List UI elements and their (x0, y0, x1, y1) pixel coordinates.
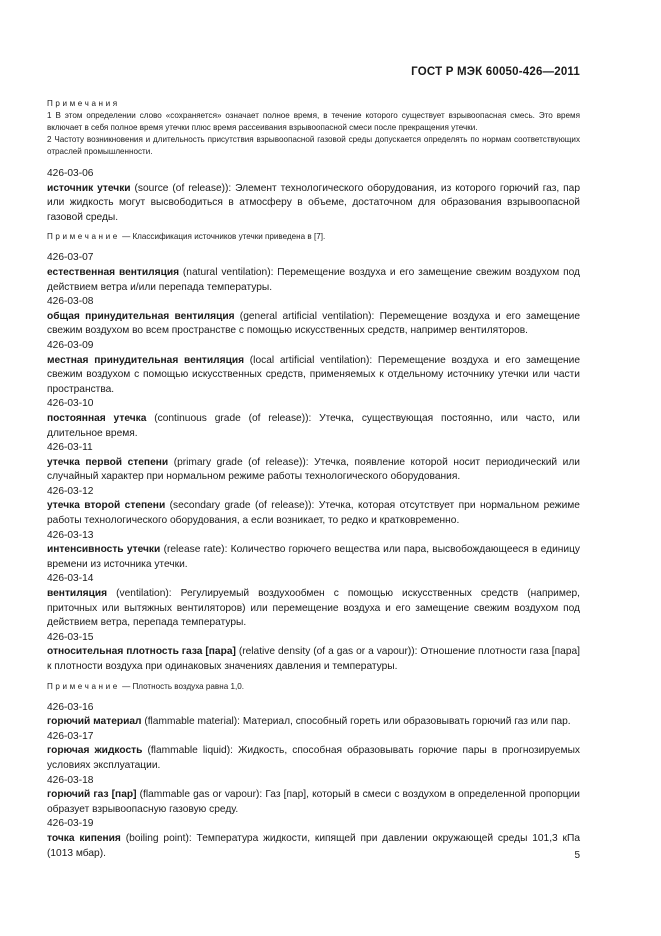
entry-number: 426-03-09 (47, 339, 94, 351)
entry-number: 426-03-10 (47, 398, 94, 410)
entry-number: 426-03-15 (47, 631, 94, 643)
entry-note (47, 681, 580, 693)
note-item-1: 1 В этом определении слово «сохраняется» означает полное время, в течение которого существует взрывоопасная смесь. Это время включает в себя полное время утечки плюс время рассеивания взрывоопасной смеси после прекращения утечки. (47, 111, 580, 133)
entry-definition (47, 499, 580, 528)
entry-text: (primary grade (of release)): Утечка, появление которой носит периодический или случайный характер при нормальном режиме работы технологического оборудования. (47, 456, 580, 483)
entry-text: (flammable liquid): Жидкость, способная образовывать горючие пары в прогнозируемых условиях эксплуатации. (47, 745, 580, 771)
entry-number: 426-03-17 (47, 730, 94, 742)
entry-definition (47, 832, 580, 861)
entry-term: интенсивность утечки (47, 544, 161, 556)
entry-term: горючий газ [пар] (47, 789, 137, 801)
entry-definition (47, 310, 580, 339)
entry-definition (47, 587, 580, 631)
page-number: 5 (574, 850, 580, 861)
entry-definition (47, 744, 580, 773)
entry-number: 426-03-16 (47, 701, 94, 713)
entry-text: (local artificial ventilation): Перемещение воздуха и его замещение свежим воздухом с помощью искусственных средств, применяемых к отдельному источнику утечки или части пространства. (47, 354, 581, 395)
entry-text: (release rate): Количество горючего вещества или пара, высвобождающееся в единицу времени из источника утечки. (47, 544, 581, 570)
entry-text: (boiling point): Температура жидкости, кипящей при давлении окружающей среды 101,3 кПа (1013 мбар). (47, 832, 581, 859)
entry-note-lead: Примечание (47, 681, 120, 691)
entry-definition (47, 715, 580, 730)
entry-number: 426-03-12 (47, 485, 94, 497)
entry-number: 426-03-13 (47, 529, 94, 541)
entry-term: источник утечки (47, 182, 131, 194)
entry-number: 426-03-19 (47, 818, 94, 830)
entry-note (47, 231, 580, 243)
entry-term: утечка второй степени (47, 500, 166, 512)
notes-title: Примечания (47, 99, 120, 108)
entry-text: (natural ventilation): Перемещение воздуха и его замещение свежим воздухом под действием ветра и/или перепада температуры. (47, 266, 581, 293)
entry-definition (47, 266, 580, 295)
entry-text: (continuous grade (of release)): Утечка, существующая постоянно, или часто, или длительное время. (47, 412, 580, 439)
entry-term: общая принудительная вентиляция (47, 310, 235, 322)
entry-number: 426-03-18 (47, 774, 94, 786)
entry-number: 426-03-08 (47, 296, 94, 308)
entry-term: относительная плотность газа [пара] (47, 646, 236, 658)
entry-number: 426-03-06 (47, 168, 94, 179)
entry-term: точка кипения (47, 832, 121, 844)
document-code: ГОСТ Р МЭК 60050-426—2011 (411, 66, 580, 78)
entry-definition (47, 543, 580, 572)
entry-term: местная принудительная вентиляция (47, 354, 245, 366)
entry-term: вентиляция (47, 588, 108, 600)
entry-definition (47, 412, 580, 441)
term-entries (47, 167, 580, 861)
entry-definition (47, 645, 580, 674)
entry-term: утечка первой степени (47, 456, 169, 468)
entry-text: (flammable gas or vapour): Газ [пар], который в смеси с воздухом в определенной пропорции образует взрывоопасную газовую среду. (47, 789, 580, 815)
entry-definition (47, 788, 580, 817)
entry-text: (relative density (of a gas or a vapour)): Отношение плотности газа [пара] к плотности воздуха при одинаковых значениях давления и температуры. (47, 646, 580, 672)
notes-block (47, 98, 580, 158)
entry-text: (flammable material): Материал, способный гореть или образовывать горючий газ или пар. (141, 716, 571, 728)
entry-text: (source (of release)): Элемент технологического оборудования, из которого горючий газ, пар или жидкость могут высвободиться в атмосферу в объеме, достаточном для образования взрывоопасной газовой среды. (47, 182, 581, 223)
entry-note-lead: Примечание (47, 232, 120, 242)
entry-term: постоянная утечка (47, 412, 147, 424)
entry-term: горючий материал (47, 716, 142, 728)
entry-note-text: — Плотность воздуха равна 1,0. (119, 681, 244, 691)
entry-definition (47, 354, 580, 398)
note-item-2: 2 Частоту возникновения и длительность присутствия взрывоопасной газовой среды допускается определять по нормам соответствующих отраслей промышленности. (47, 135, 580, 157)
entry-number: 426-03-14 (47, 573, 94, 585)
entry-text: (ventilation): Регулируемый воздухообмен с помощью искусственных средств (например, приточных или вытяжных вентиляторов) или перемещение воздуха и его замещение свежим воздухом под действием ветра, перепада температуры. (47, 588, 580, 629)
entry-term: горючая жидкость (47, 745, 143, 757)
entry-note-text: — Классификация источников утечки приведена в [7]. (119, 232, 326, 242)
entry-text: (secondary grade (of release)): Утечка, которая отсутствует при нормальном режиме работы технологического оборудования, а если возникает, то редко и кратковременно. (47, 500, 580, 527)
entry-text: (general artificial ventilation): Перемещение воздуха и его замещение свежим воздухом во всем пространстве с помощью искусственных средств, например вентиляторов. (47, 310, 580, 337)
entry-term: естественная вентиляция (47, 266, 180, 278)
entry-definition (47, 182, 580, 226)
entry-definition (47, 456, 580, 485)
entry-number: 426-03-07 (47, 252, 94, 264)
entry-number: 426-03-11 (47, 442, 93, 454)
